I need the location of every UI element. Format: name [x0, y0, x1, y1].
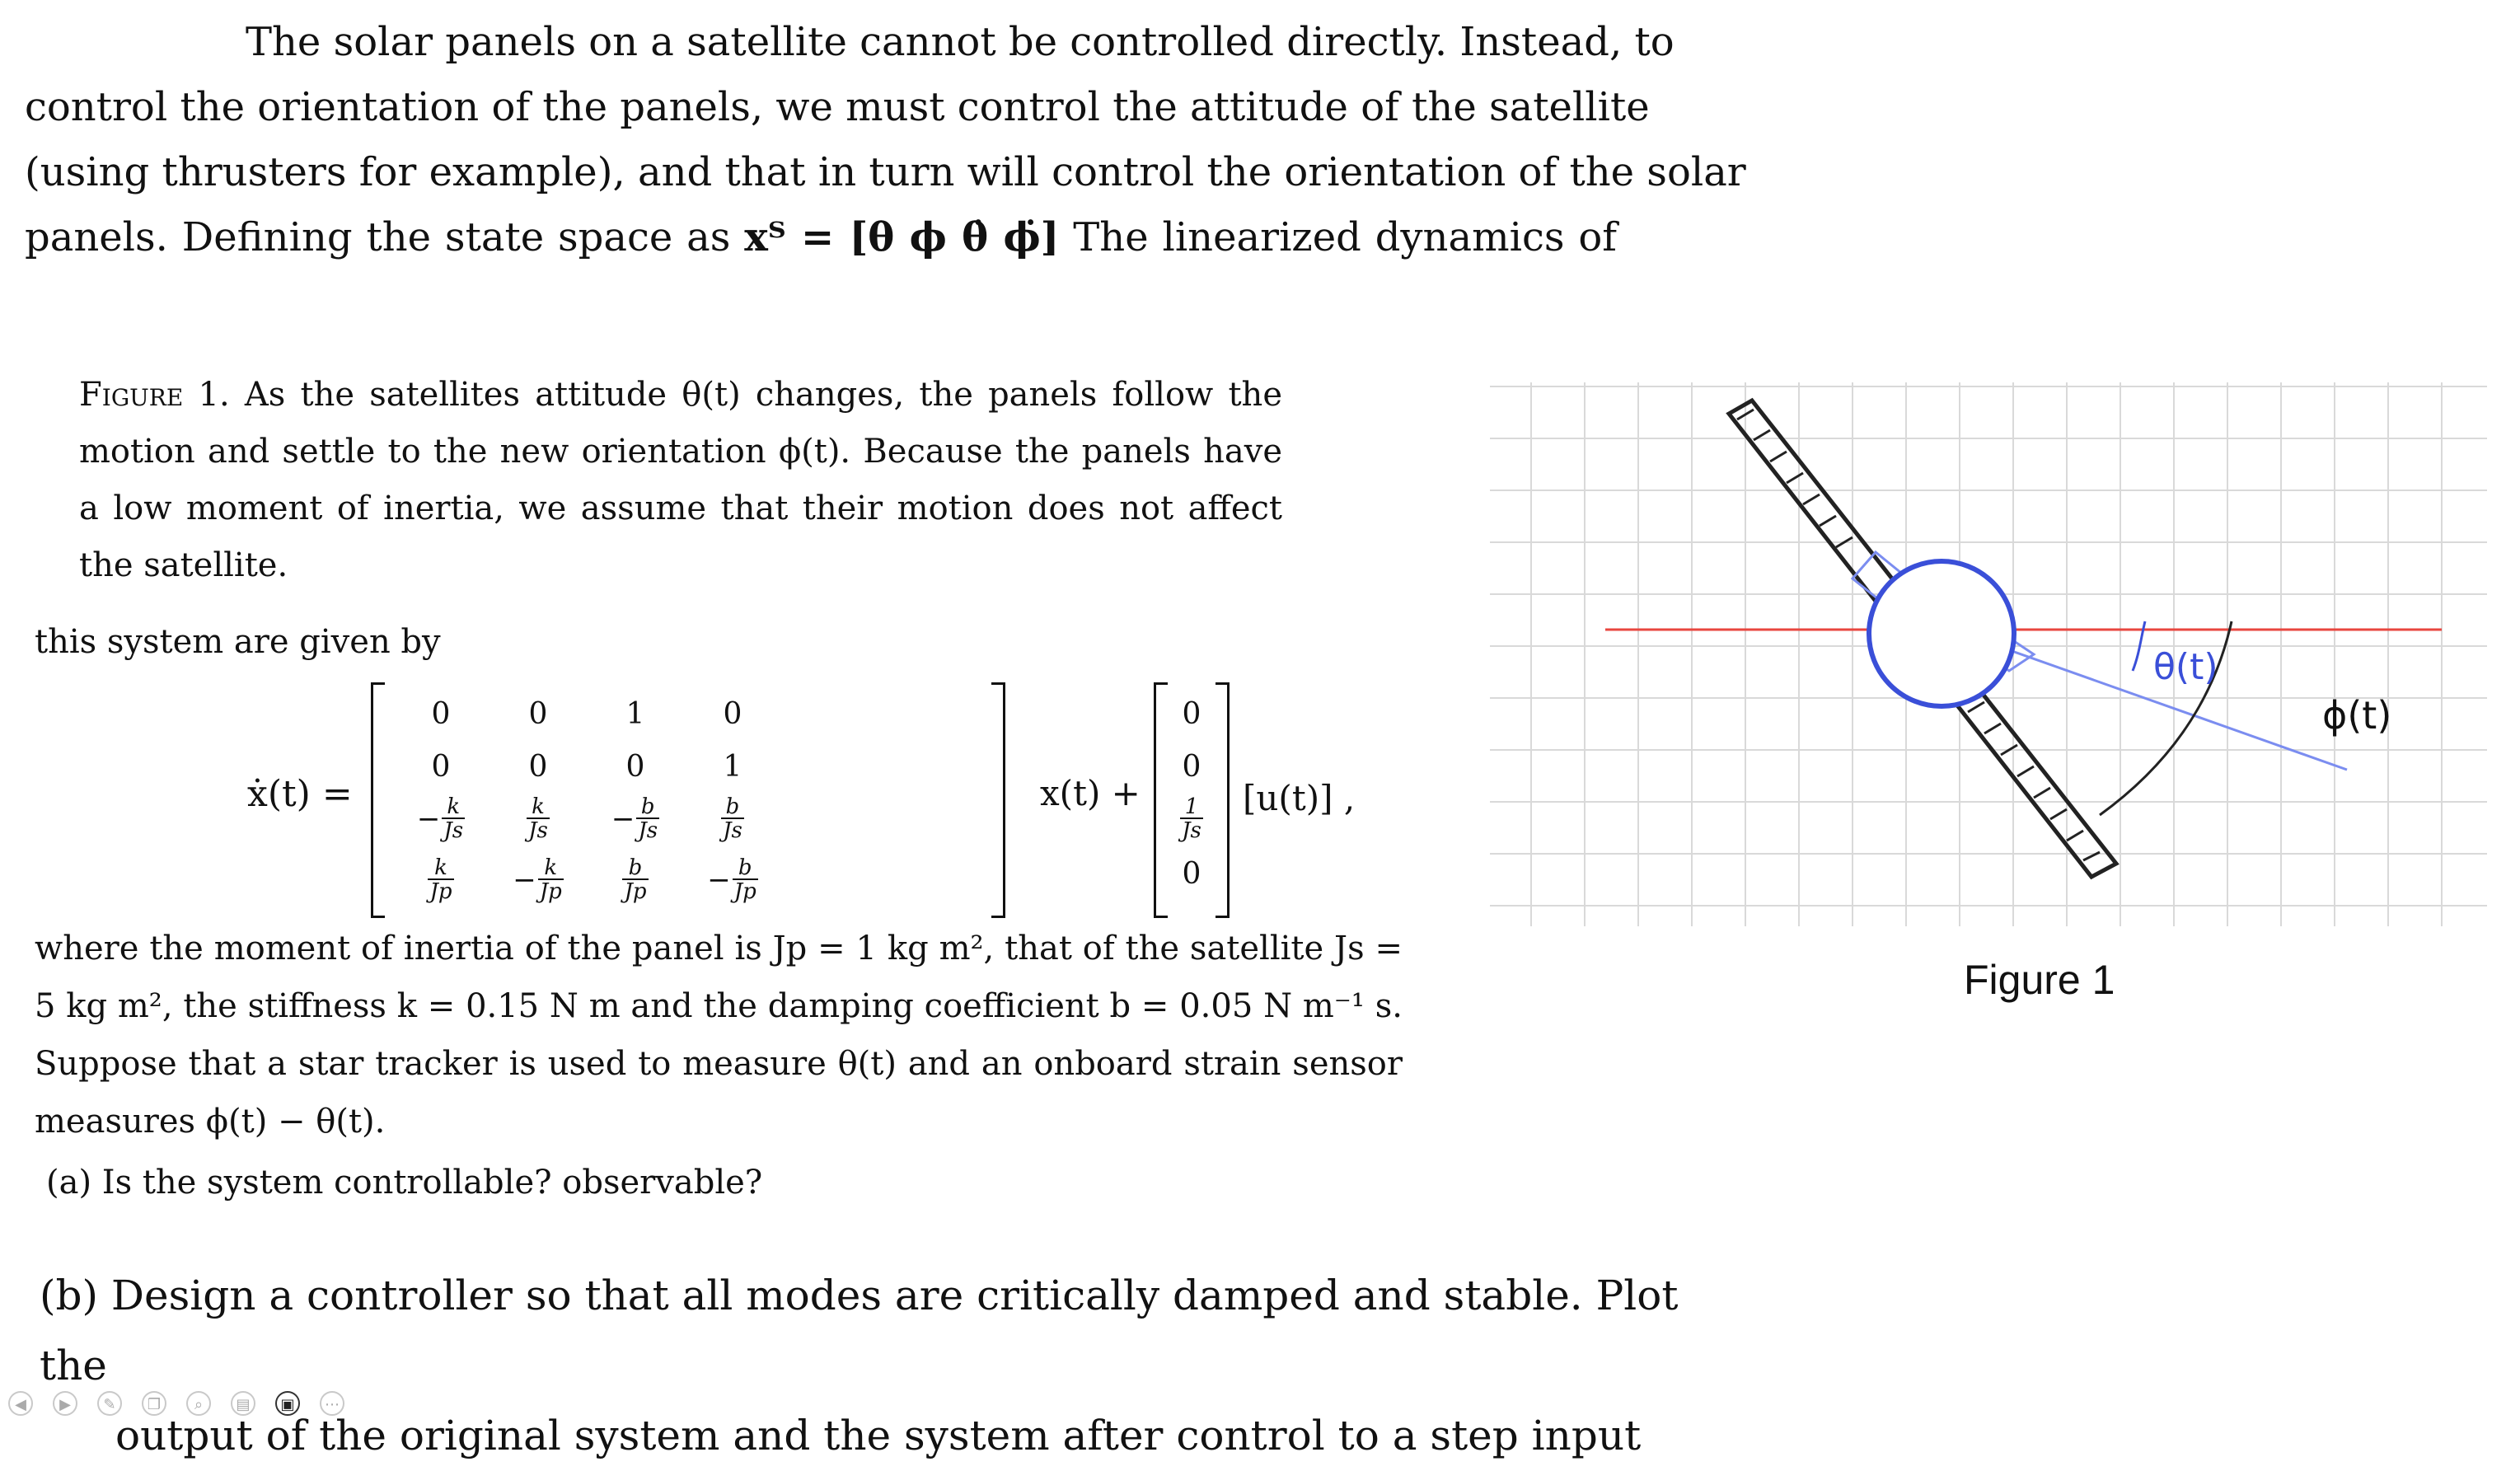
a-matrix-entry: 0: [528, 750, 548, 784]
question-b-line-2: output of the original system and the system after control to a step input: [115, 1412, 1642, 1459]
viewer-toolbar: [8, 1391, 344, 1417]
intro-line-4-tail: The linearized dynamics of: [1059, 214, 1618, 260]
theta-label: θ(t): [2153, 646, 2218, 688]
satellite-body: [1869, 561, 2014, 706]
a-matrix-entry: 0: [431, 697, 451, 731]
more-icon[interactable]: ⋯: [320, 1391, 344, 1416]
question-a: (a) Is the system controllable? observable?: [46, 1164, 763, 1202]
b-vector-entry: 0: [1182, 857, 1201, 891]
intro-line-3: (using thrusters for example), and that in turn will control the orientation of the solar: [25, 149, 1746, 195]
question-b-line-1: (b) Design a controller so that all modes are critically damped and stable. Plot the: [40, 1272, 1679, 1389]
intro-paragraph: [25, 10, 1746, 270]
a-matrix-entry: $\frac{k}{Jp}$: [429, 855, 452, 904]
pen-icon[interactable]: ✎: [97, 1391, 122, 1416]
state-equation: [247, 676, 1154, 923]
camera-icon[interactable]: ▣: [275, 1391, 300, 1416]
a-matrix-entry: 1: [723, 750, 742, 784]
a-matrix-entry: 0: [723, 697, 742, 731]
a-matrix-right-bracket: [991, 682, 1005, 918]
caption-text: As the satellites attitude θ(t) changes, the panels follow the motion and settle to the new orientation ϕ(t). Because the panels have a low moment of inertia, we assume that their motion does not affect the satellite.: [79, 376, 1282, 584]
back-icon[interactable]: ◀: [8, 1391, 33, 1416]
question-b: [40, 1261, 1696, 1471]
intro-line-4-text: panels. Defining the state space as: [25, 214, 745, 260]
b-vector-entry: $\frac{1}{Js}$: [1182, 794, 1201, 843]
a-matrix-entry: 1: [625, 697, 645, 731]
a-matrix-entry: − $\frac{k}{Jp}$: [513, 855, 562, 904]
intro-line-1: The solar panels on a satellite cannot be controlled directly. Instead, to: [246, 19, 1675, 65]
figure-label: Figure 1: [1964, 957, 2115, 1003]
intro-line-2: control the orientation of the panels, we must control the attitude of the satellite: [25, 84, 1650, 130]
a-matrix-entry: $\frac{k}{Js}$: [528, 794, 548, 843]
a-matrix-entry: $\frac{b}{Jp}$: [624, 855, 647, 904]
b-vector: [1154, 682, 1230, 913]
figure-caption: [79, 367, 1282, 594]
b-vector-entry: 0: [1182, 697, 1201, 731]
caption-label: Figure 1.: [79, 376, 230, 414]
zoom-icon[interactable]: ⌕: [186, 1391, 211, 1416]
copy-icon[interactable]: ❐: [142, 1391, 166, 1416]
equation-lhs: ẋ(t) =: [247, 773, 353, 815]
parameters-paragraph: where the moment of inertia of the panel is Jp = 1 kg m², that of the satellite Js = 5 kg m², the stiffness k = 0.15 N m and the damping coefficient b = 0.05 N m⁻¹ s. Suppose that a star tracker is used to measure θ(t) and an onboard strain sensor measures ϕ(t) − θ(t).: [35, 930, 1403, 1141]
equation-mid: x(t) +: [1040, 773, 1141, 813]
forward-icon[interactable]: ▶: [53, 1391, 77, 1416]
a-matrix-entry: 0: [431, 750, 451, 784]
intro-line-4: [25, 205, 1617, 270]
a-matrix-entry: 0: [625, 750, 645, 784]
b-vector-entry: 0: [1182, 750, 1201, 784]
a-matrix-entry: − $\frac{b}{Js}$: [611, 794, 658, 843]
state-vector: xᵀ = [θ ϕ θ̇ ϕ̇]: [744, 214, 1060, 260]
a-matrix-entry: $\frac{b}{Js}$: [723, 794, 742, 843]
phi-label: ϕ(t): [2322, 693, 2392, 738]
satellite-figure: [1490, 382, 2487, 926]
subtitles-icon[interactable]: ▤: [231, 1391, 255, 1416]
a-matrix: [371, 682, 1005, 913]
a-matrix-entry: − $\frac{b}{Jp}$: [707, 855, 756, 904]
a-matrix-entry: 0: [528, 697, 548, 731]
a-matrix-entry: − $\frac{k}{Js}$: [416, 794, 464, 843]
a-matrix-left-bracket: [371, 682, 385, 918]
given-text: this system are given by: [35, 623, 441, 661]
input-term: [u(t)] ,: [1243, 778, 1356, 818]
